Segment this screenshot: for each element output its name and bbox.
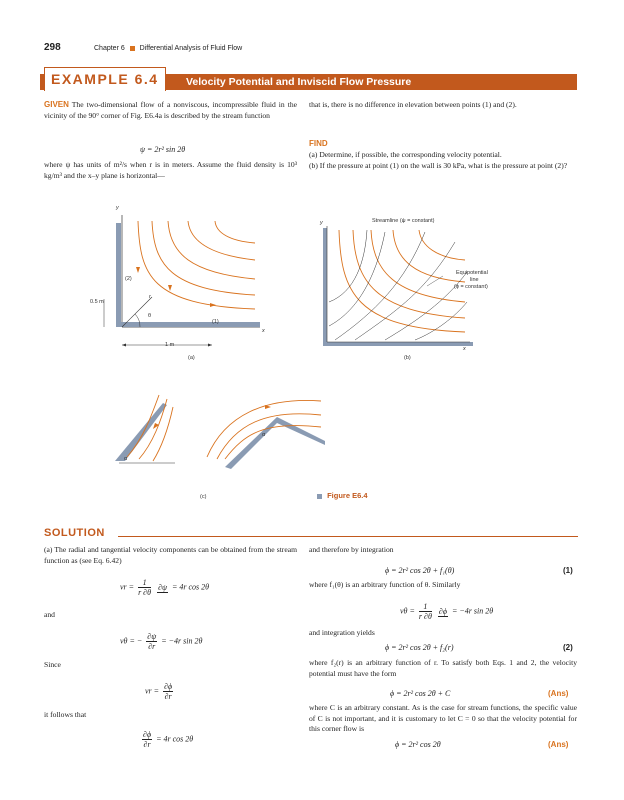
equipotential-3 [335,232,425,340]
find-a: (a) Determine, if possible, the corresponding velocity potential. [309,150,502,159]
streamline-5 [419,230,465,260]
figure-b [315,222,475,352]
find-b: (b) If the pressure at point (1) on the wall is 30 kPa, what is the pressure at point (2)? [309,161,568,170]
given-block [44,100,297,121]
since-label: Since [44,660,61,669]
flow-arrow-icon [210,303,216,307]
streamline-2 [353,230,465,318]
fig-b-x: x [463,346,466,352]
dim-arrow-icon [208,344,212,347]
streamline-4 [188,221,255,260]
c-text: where C is an arbitrary constant. As is the case for stream functions, the specific value of C is not important, and it is customary to let C = 0 so that the velocity potential for this corner flow is [309,703,577,734]
fig-b-equip-3: (ϕ = constant) [454,284,488,290]
find-heading: FIND [309,139,328,148]
fig-b-equip-2: line [470,277,479,283]
chapter-number: Chapter 6 [94,45,125,52]
fig-b-equip-1: Equipotential [456,270,488,276]
right-intro: and therefore by integration [309,545,394,554]
streamline-5 [215,221,255,243]
given-text: The two-dimensional flow of a nonviscous, incompressible fluid in the vicinity of the 90° corner of Fig. E6.4a is described by the stream function [44,100,297,120]
vertical-wall [323,228,327,346]
equipotential-4 [355,242,455,340]
fig-c-alpha-1: α [124,456,128,462]
streamline-3 [168,221,255,279]
fig-a-label: (a) [188,355,195,361]
eq-vr: vr = $\frac{1}{r \partial\theta}$ ∂ψ = 4r cos 2θ [120,578,210,597]
flow-arrow-icon [265,405,271,409]
page-number: 298 [44,42,61,53]
vertical-wall [116,223,121,327]
chapter-label [94,45,242,52]
fig-a-dim1: 1 m [165,342,175,348]
fig-b-y: y [320,220,323,226]
fig-a-point2: (2) [125,276,132,282]
solution-rule [118,536,578,537]
given-text-2: where ψ has units of m²/s when r is in meters. Assume the fluid density is 10³ kg/m³ and the x–y plane is horizontal— [44,160,297,180]
figure-caption [317,491,368,500]
figure-c [115,375,325,475]
equipotential-6 [415,302,467,340]
figure-caption-text: Figure E6.4 [327,491,368,500]
eq-vtheta-2: vθ = $\frac{1}{r \partial\theta}$ ∂ϕ = −4r sin 2θ [400,602,494,621]
given-text-3: that is, there is no difference in elevation between points (1) and (2). [309,100,517,109]
follows-label: it follows that [44,710,87,719]
fig-a-point1: (1) [212,319,219,325]
dim-arrow-icon [122,344,126,347]
ans-1: (Ans) [548,689,569,698]
corner-streamline-1 [207,400,321,457]
caption-bullet-icon [317,494,322,499]
solution-heading: SOLUTION [44,527,105,539]
fig-a-x: x [262,328,265,334]
given-heading: GIVEN [44,100,69,109]
and-label: and [44,610,55,619]
fig-a-theta: θ [148,313,152,319]
figure-a [90,205,280,370]
corner-streamline-2 [217,414,321,459]
wedge-wall [115,403,167,461]
fig-a-y: y [116,205,119,211]
solution-a-intro: (a) The radial and tangential velocity components can be obtained from the stream function as (see Eq. 6.42) [44,545,297,565]
f2-text: where f₂(r) is an arbitrary function of r. To satisfy both Eqs. 1 and 2, the velocity potential must have the form [309,658,577,678]
eq-3: ϕ = 2r² cos 2θ + C [390,689,451,698]
example-label: EXAMPLE 6.4 [44,67,166,91]
eq-4: ϕ = 2r² cos 2θ [395,740,441,749]
example-title: Velocity Potential and Inviscid Flow Pressure [186,76,412,88]
f1-text: where f₁(θ) is an arbitrary function of θ. Similarly [309,580,461,589]
ans-2: (Ans) [548,740,569,749]
eq-vr-phi: vr = $\frac{\partial\phi}{\partial r}$ [145,682,173,701]
horizontal-wall [323,342,473,346]
integ-text: and integration yields [309,628,375,637]
horizontal-wall [116,322,260,327]
chapter-bullet-icon [130,46,135,51]
equipotential-pointer [427,276,443,286]
streamline-1 [339,230,465,332]
fig-b-label: (b) [404,355,411,361]
streamline-4 [393,230,465,282]
fig-a-dim05: 0.5 m [90,299,104,305]
fig-c-label: (c) [200,494,207,500]
equipotential-1 [329,232,385,326]
fig-a-r: r [149,294,151,300]
fig-c-alpha-2: α [262,432,266,438]
eq-2: ϕ = 2r² cos 2θ + f₂(r) [385,643,454,652]
chapter-title: Differential Analysis of Fluid Flow [139,45,243,52]
eq-1: ϕ = 2r² cos 2θ + f₁(θ) [385,566,455,575]
eq-vtheta: vθ = − $\frac{\partial\psi}{\partial r}$ = −4r sin 2θ [120,632,203,651]
eq-dphi-dr: $\frac{\partial\phi}{\partial r}$ = 4r cos 2θ [143,730,194,749]
flow-arrow-icon [168,285,172,291]
equipotential-2 [329,230,367,302]
fig-b-streamline: Streamline (ψ = constant) [372,218,435,224]
eq-1-number: (1) [563,566,573,575]
eq-2-number: (2) [563,643,573,652]
flow-arrow-icon [136,267,140,273]
given-equation: ψ = 2r² sin 2θ [140,145,186,154]
